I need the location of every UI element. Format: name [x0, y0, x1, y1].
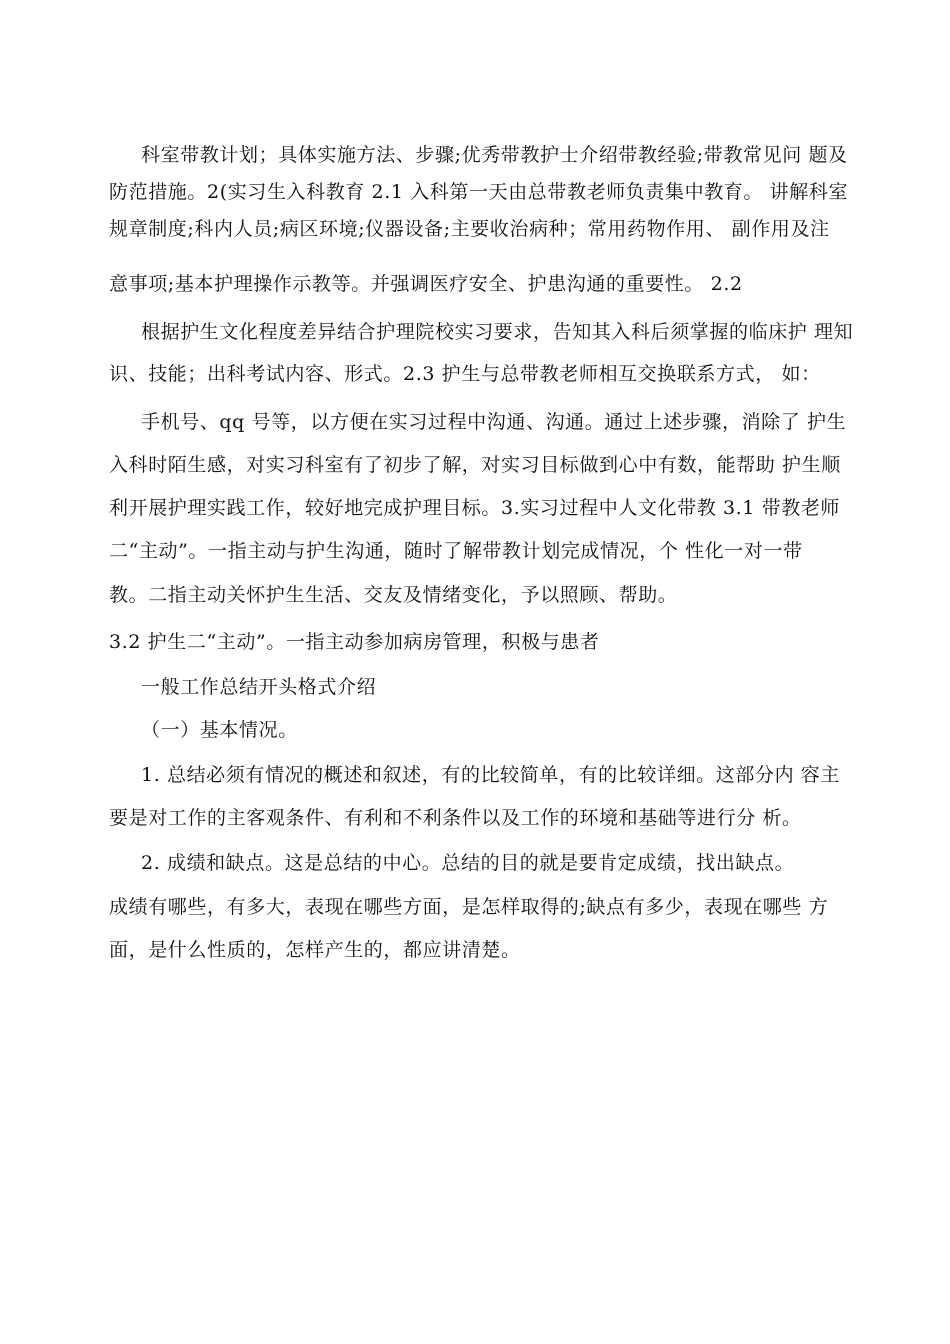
text-line: 成绩有哪些，有多大，表现在哪些方面，是怎样取得的;缺点有多少，表现在哪些 方: [109, 896, 829, 918]
text-line: 意事项;基本护理操作示教等。并强调医疗安全、护患沟通的重要性。 2.2: [109, 273, 743, 295]
text-line: 二“主动”。一指主动与护生沟通，随时了解带教计划完成情况，个 性化一对一带: [109, 540, 803, 562]
text-line: 手机号、qq 号等，以方便在实习过程中沟通、沟通。通过上述步骤，消除了 护生: [141, 411, 847, 433]
text-line: 入科时陌生感，对实习科室有了初步了解，对实习目标做到心中有数，能帮助 护生顺: [109, 454, 841, 476]
text-line: 根据护生文化程度差异结合护理院校实习要求，告知其入科后须掌握的临床护 理知: [141, 321, 854, 343]
section-heading: 一般工作总结开头格式介绍: [141, 676, 377, 698]
text-line: 1. 总结必须有情况的概述和叙述，有的比较简单，有的比较详细。这部分内 容主: [141, 764, 841, 786]
text-line: 要是对工作的主客观条件、有利和不利条件以及工作的环境和基础等进行分 析。: [109, 807, 802, 829]
text-line: 识、技能；出科考试内容、形式。2.3 护生与总带教老师相互交换联系方式， 如：: [109, 363, 821, 385]
text-line: 防范措施。2(实习生入科教育 2.1 入科第一天由总带教老师负责集中教育。 讲解科室: [109, 181, 849, 203]
text-line: 科室带教计划；具体实施方法、步骤;优秀带教护士介绍带教经验;带教常见问 题及: [141, 144, 848, 166]
text-line: 面，是什么性质的，怎样产生的，都应讲清楚。: [109, 939, 521, 961]
subsection-heading: （一）基本情况。: [141, 719, 298, 741]
text-line: 规章制度;科内人员;病区环境;仪器设备;主要收治病种；常用药物作用、 副作用及注: [109, 218, 830, 240]
text-line: 利开展护理实践工作，较好地完成护理目标。3.实习过程中人文化带教 3.1 带教老师: [109, 497, 841, 519]
text-line: 教。二指主动关怀护生生活、交友及情绪变化，予以照顾、帮助。: [109, 584, 678, 606]
text-line: 2. 成绩和缺点。这是总结的中心。总结的目的就是要肯定成绩，找出缺点。: [141, 852, 795, 874]
text-line: 3.2 护生二“主动”。一指主动参加病房管理，积极与患者: [109, 631, 600, 653]
